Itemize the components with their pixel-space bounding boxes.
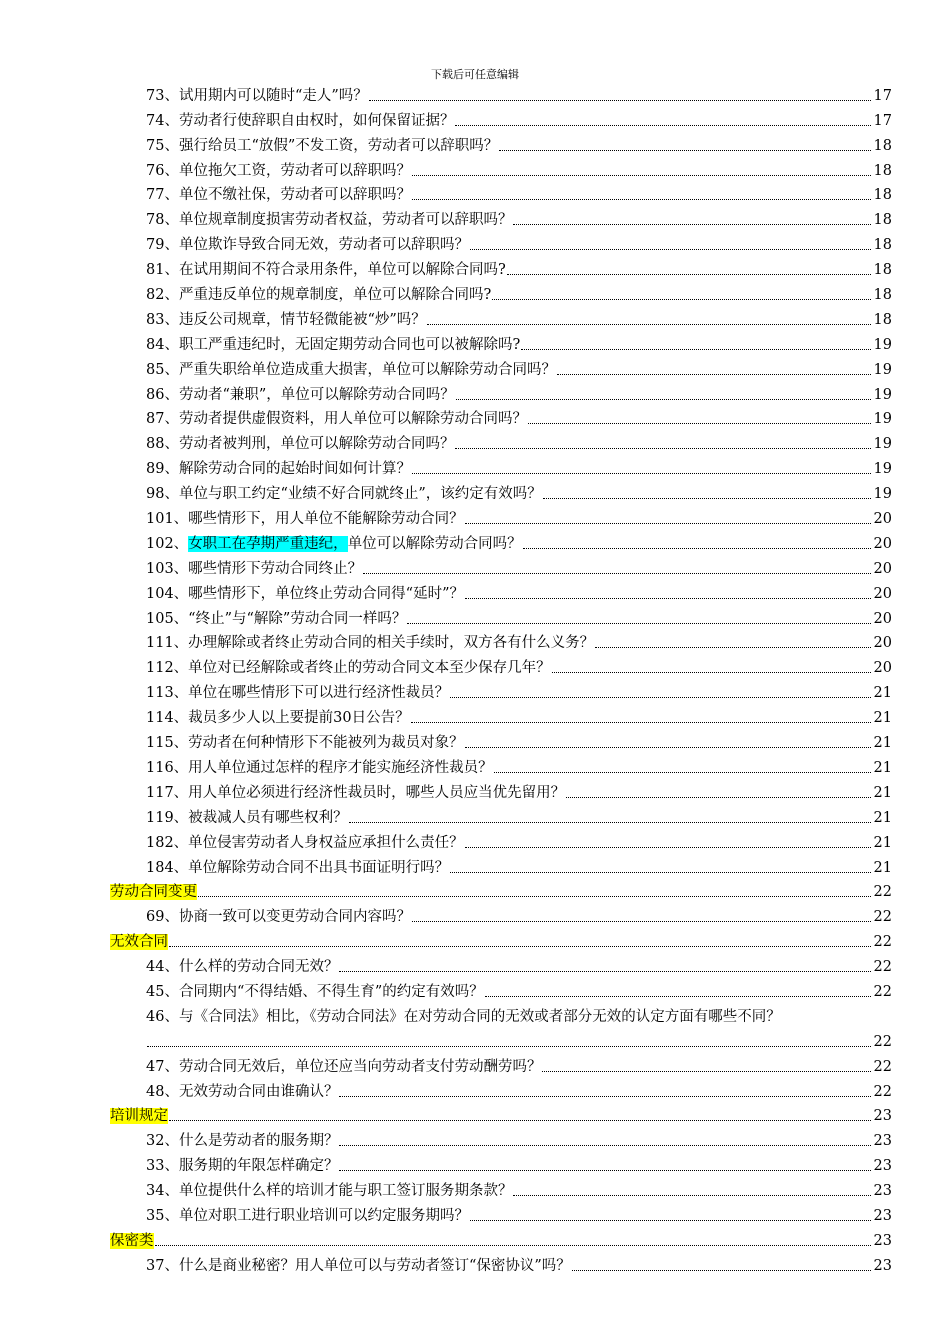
toc-entry-title: 78、单位规章制度损害劳动者权益，劳动者可以辞职吗？ [146,212,513,229]
page-number: 17 [873,87,892,104]
page-number: 21 [873,859,892,876]
toc-entry-title: 73、试用期内可以随时“走人”吗？ [146,87,368,104]
page-number: 19 [873,336,892,353]
toc-entry-row[interactable] [0,1152,950,1177]
toc-entry-row[interactable] [0,306,950,331]
toc-entry-title: 37、什么是商业秘密？用人单位可以与劳动者签订“保密协议”吗？ [146,1257,571,1274]
toc-entry-row[interactable] [0,256,950,281]
table-of-contents [0,82,950,1277]
toc-entry-row[interactable] [0,231,950,256]
toc-entry-row[interactable] [0,654,950,679]
dot-leader [411,722,871,723]
page-number: 23 [873,1108,892,1125]
toc-entry-row[interactable] [0,1003,950,1028]
dot-leader [450,872,871,873]
toc-entry-row[interactable] [0,1127,950,1152]
page-number: 19 [873,461,892,478]
dot-leader [339,1145,871,1146]
page-number: 22 [873,934,892,951]
toc-entry-row[interactable] [0,530,950,555]
page-number: 18 [873,287,892,304]
dot-leader [572,1270,871,1271]
toc-entry-title: 114、裁员多少人以上要提前30日公告？ [146,710,410,727]
toc-entry-row[interactable] [0,505,950,530]
page-number: 23 [873,1133,892,1150]
page-number: 23 [873,1207,892,1224]
toc-entry-row[interactable] [0,953,950,978]
dot-leader [507,274,871,275]
toc-entry-title: 47、劳动合同无效后，单位还应当向劳动者支付劳动酬劳吗？ [146,1058,542,1075]
page-number: 19 [873,361,892,378]
toc-entry-continuation[interactable] [0,1028,950,1053]
dot-leader [363,573,871,574]
toc-entry-title: 33、服务期的年限怎样确定？ [146,1158,339,1175]
page-number: 19 [873,411,892,428]
toc-entry-title: 104、哪些情形下，单位终止劳动合同得“延时”？ [146,585,464,602]
toc-section-title [110,883,197,901]
dot-leader [521,349,871,350]
dot-leader [198,896,871,897]
page-number: 21 [873,809,892,826]
toc-entry-title: 69、协商一致可以变更劳动合同内容吗？ [146,909,411,926]
toc-entry-title: 48、无效劳动合同由谁确认？ [146,1083,339,1100]
dot-leader [552,672,871,673]
toc-section-title [110,1107,168,1125]
dot-leader [485,996,871,997]
toc-entry-title: 89、解除劳动合同的起始时间如何计算？ [146,461,411,478]
page-number: 22 [873,1083,892,1100]
toc-entry-row[interactable] [0,754,950,779]
toc-entry-title: 74、劳动者行使辞职自由权时，如何保留证据？ [146,112,455,129]
dot-leader [339,1170,871,1171]
toc-entry-title: 82、严重违反单位的规章制度，单位可以解除合同吗? [146,287,492,304]
dot-leader [465,747,871,748]
dot-leader [412,921,871,922]
page-number: 19 [873,486,892,503]
toc-entry-row[interactable] [0,132,950,157]
dot-leader [492,299,871,300]
page-number: 23 [873,1183,892,1200]
dot-leader [169,1120,871,1121]
dot-leader [369,100,871,101]
page-number: 22 [873,959,892,976]
page-number: 20 [873,511,892,528]
toc-entry-title: 76、单位拖欠工资，劳动者可以辞职吗？ [146,162,411,179]
dot-leader [455,448,871,449]
toc-entry-row[interactable] [0,1053,950,1078]
page-number: 18 [873,162,892,179]
toc-entry-title: 113、单位在哪些情形下可以进行经济性裁员？ [146,685,450,702]
toc-entry-title: 117、用人单位必须进行经济性裁员时，哪些人员应当优先留用？ [146,784,566,801]
toc-entry-row[interactable] [0,978,950,1003]
toc-entry-title: 75、强行给员工“放假”不发工资，劳动者可以辞职吗？ [146,137,499,154]
toc-entry-title: 87、劳动者提供虚假资料，用人单位可以解除劳动合同吗？ [146,411,527,428]
dot-leader [339,1096,871,1097]
dot-leader [155,1245,872,1246]
highlighted-text: 女职工在孕期严重违纪， [188,535,348,552]
dot-leader [407,623,871,624]
toc-section-row[interactable] [0,879,950,904]
toc-entry-row[interactable] [0,356,950,381]
dot-leader [450,697,871,698]
toc-entry-title: 112、单位对已经解除或者终止的劳动合同文本至少保存几年？ [146,660,551,677]
dot-leader [557,374,871,375]
toc-section-title [110,1232,154,1250]
toc-entry-title: 79、单位欺诈导致合同无效，劳动者可以辞职吗？ [146,237,469,254]
dot-leader [169,946,871,947]
toc-entry-title: 119、被裁减人员有哪些权利？ [146,809,348,826]
page-number: 20 [873,660,892,677]
toc-entry-row[interactable] [0,704,950,729]
toc-entry-title: 44、什么样的劳动合同无效？ [146,959,339,976]
dot-leader [456,399,871,400]
dot-leader [465,847,871,848]
page-number: 18 [873,237,892,254]
toc-entry-title: 116、用人单位通过怎样的程序才能实施经济性裁员？ [146,759,493,776]
dot-leader [523,548,871,549]
toc-entry-row[interactable] [0,1177,950,1202]
dot-leader [543,498,871,499]
page-number: 20 [873,585,892,602]
dot-leader [412,473,871,474]
entry-rest: 单位可以解除劳动合同吗？ [347,535,522,552]
toc-entry-row[interactable] [0,580,950,605]
toc-entry-title: 184、单位解除劳动合同不出具书面证明行吗？ [146,859,450,876]
toc-entry-row[interactable] [0,555,950,580]
dot-leader [513,224,871,225]
toc-entry-row[interactable] [0,82,950,107]
dot-leader [412,199,871,200]
toc-entry-title: 83、违反公司规章，情节轻微能被“炒”吗？ [146,311,426,328]
toc-entry-row[interactable] [0,381,950,406]
dot-leader [465,598,871,599]
page-number: 21 [873,759,892,776]
page-number: 22 [873,983,892,1000]
toc-entry-title: 101、哪些情形下，用人单位不能解除劳动合同？ [146,511,464,528]
dot-leader [528,423,871,424]
dot-leader [595,647,871,648]
toc-entry-title: 84、职工严重违纪时，无固定期劳动合同也可以被解除吗? [146,336,521,353]
toc-entry-row[interactable] [0,903,950,928]
dot-leader [566,797,871,798]
toc-entry-title: 81、在试用期间不符合录用条件，单位可以解除合同吗? [146,262,506,279]
toc-entry-title: 98、单位与职工约定“业绩不好合同就终止”，该约定有效吗？ [146,486,542,503]
page-number: 21 [873,735,892,752]
dot-leader [147,1046,871,1047]
toc-entry-title [146,535,522,553]
section-highlight: 劳动合同变更 [110,884,197,901]
page-number: 21 [873,784,892,801]
toc-entry-title: 105、“终止”与“解除”劳动合同一样吗？ [146,610,407,627]
toc-entry-row[interactable] [0,107,950,132]
toc-entry-row[interactable] [0,605,950,630]
toc-entry-row[interactable] [0,630,950,655]
section-highlight: 无效合同 [110,934,168,951]
toc-entry-row[interactable] [0,1202,950,1227]
page-number: 19 [873,386,892,403]
page-number: 23 [873,1158,892,1175]
toc-section-row[interactable] [0,1227,950,1252]
dot-leader [412,175,871,176]
toc-section-row[interactable] [0,928,950,953]
dot-leader [499,150,871,151]
dot-leader [494,772,871,773]
page-number: 19 [873,436,892,453]
page-number: 20 [873,635,892,652]
page-number: 18 [873,212,892,229]
toc-entry-row[interactable] [0,455,950,480]
toc-entry-title: 46、与《合同法》相比，《劳动合同法》在对劳动合同的无效或者部分无效的认定方面有哪些不同？ [146,1008,781,1025]
page-number: 22 [873,1058,892,1075]
page-number: 20 [873,610,892,627]
toc-section-row[interactable] [0,1103,950,1128]
toc-entry-row[interactable] [0,779,950,804]
toc-entry-title: 111、办理解除或者终止劳动合同的相关手续时，双方各有什么义务？ [146,635,595,652]
toc-entry-title: 182、单位侵害劳动者人身权益应承担什么责任？ [146,834,464,851]
page-number: 21 [873,710,892,727]
toc-entry-title: 34、单位提供什么样的培训才能与职工签订服务期条款？ [146,1183,513,1200]
toc-entry-title: 32、什么是劳动者的服务期？ [146,1133,339,1150]
page-number: 21 [873,834,892,851]
dot-leader [455,125,871,126]
page-number: 18 [873,187,892,204]
dot-leader [470,249,871,250]
toc-entry-row[interactable] [0,480,950,505]
page-header: 下载后可任意编辑 [431,68,519,81]
toc-entry-row[interactable] [0,157,950,182]
dot-leader [542,1071,871,1072]
page-number: 23 [873,1232,892,1249]
toc-entry-row[interactable] [0,331,950,356]
toc-entry-row[interactable] [0,281,950,306]
dot-leader [339,971,871,972]
toc-entry-row[interactable] [0,679,950,704]
toc-entry-title: 35、单位对职工进行职业培训可以约定服务期吗？ [146,1207,469,1224]
toc-entry-title: 77、单位不缴社保，劳动者可以辞职吗？ [146,187,411,204]
page-number: 20 [873,535,892,552]
section-highlight: 保密类 [110,1232,154,1249]
toc-entry-row[interactable] [0,804,950,829]
toc-entry-row[interactable] [0,729,950,754]
toc-section-title [110,933,168,951]
toc-entry-row[interactable] [0,430,950,455]
page-number: 22 [873,909,892,926]
toc-entry-title: 85、严重失职给单位造成重大损害，单位可以解除劳动合同吗？ [146,361,556,378]
page-number: 22 [873,1033,892,1050]
page-number: 22 [873,884,892,901]
dot-leader [465,523,871,524]
toc-entry-row[interactable] [0,182,950,207]
toc-entry-title: 115、劳动者在何种情形下不能被列为裁员对象？ [146,735,464,752]
toc-entry-title: 88、劳动者被判刑，单位可以解除劳动合同吗？ [146,436,455,453]
page-number: 23 [873,1257,892,1274]
page-number: 18 [873,262,892,279]
toc-entry-row[interactable] [0,1078,950,1103]
dot-leader [470,1220,871,1221]
page-number: 18 [873,311,892,328]
toc-entry-title: 86、劳动者“兼职”，单位可以解除劳动合同吗？ [146,386,455,403]
toc-entry-row[interactable] [0,406,950,431]
dot-leader [427,324,871,325]
dot-leader [349,822,871,823]
page-number: 20 [873,560,892,577]
toc-entry-row[interactable] [0,1252,950,1277]
page-number: 21 [873,685,892,702]
dot-leader [513,1195,871,1196]
toc-entry-title: 45、合同期内“不得结婚、不得生育”的约定有效吗？ [146,983,484,1000]
toc-entry-row[interactable] [0,206,950,231]
page-number: 18 [873,137,892,154]
section-highlight: 培训规定 [110,1108,168,1125]
toc-entry-row[interactable] [0,854,950,879]
toc-entry-title: 103、哪些情形下劳动合同终止？ [146,560,363,577]
page-number: 17 [873,112,892,129]
entry-prefix: 102、 [146,535,189,552]
toc-entry-row[interactable] [0,829,950,854]
